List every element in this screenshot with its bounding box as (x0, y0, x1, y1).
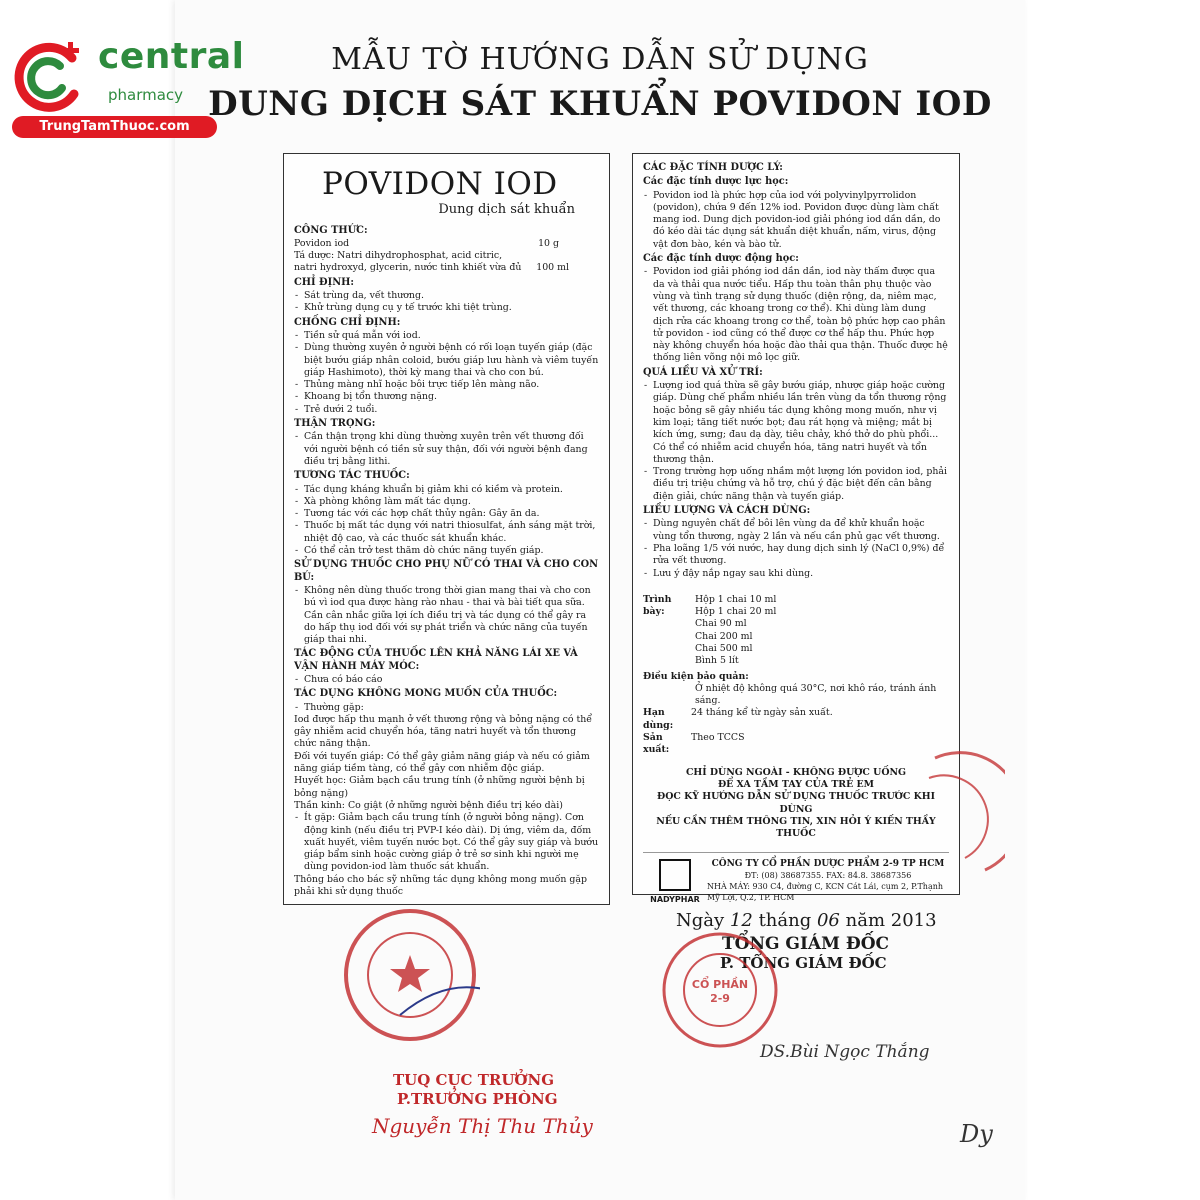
warning-line: ĐỌC KỸ HƯỚNG DẪN SỬ DỤNG THUỐC TRƯỚC KHI DÙNG (657, 791, 935, 815)
signer-subtitle-right: P. TỔNG GIÁM ĐỐC (720, 954, 887, 972)
partial-stamp-icon (925, 750, 1005, 880)
date-month: 06 (816, 910, 840, 931)
list-item: Hộp 1 chai 10 ml (695, 593, 777, 605)
product-heading: DUNG DỊCH SÁT KHUẨN POVIDON IOD (208, 84, 992, 124)
list-item: - Tác dụng kháng khuẩn bị giảm khi có kiềm và protein. (304, 484, 599, 496)
section-heading: CÁC ĐẶC TÍNH DƯỢC LÝ: (643, 162, 783, 173)
list-item: Chai 200 ml (695, 630, 753, 642)
list-item: - Pha loãng 1/5 với nước, hay dung dịch sinh lý (NaCl 0,9%) để rửa vết thương. (653, 543, 949, 568)
dosage-list (643, 518, 949, 579)
section-heading: QUÁ LIỀU VÀ XỬ TRÍ: (643, 366, 763, 378)
list-item: - Sát trùng da, vết thương. (304, 290, 599, 302)
side-effects-list (294, 812, 599, 873)
paragraph: Thông báo cho bác sỹ những tác dụng không mong muốn gặp phải khi sử dụng thuốc (294, 873, 587, 898)
list-item: - Trong trường hợp uống nhầm một lượng lớn povidon iod, phải điều trị triệu chứng và hỗ trợ, chú ý đặc biệt đến cân bằng điện giải, chức năng thận và tuyến giáp. (653, 466, 949, 503)
list-item: - Khoang bị tổn thương nặng. (304, 391, 599, 403)
section-heading: CHỈ ĐỊNH: (294, 276, 355, 288)
list-item: Chai 500 ml (695, 642, 753, 654)
company-contact: ĐT: (08) 38687355. FAX: 84.8. 38687356 (744, 871, 912, 881)
warnings-block (643, 767, 949, 841)
list-item: - Dùng thường xuyên ở người bệnh có rối loạn tuyến giáp (đặc biệt bướu giáp nhân coloid, bướu giáp lưu hành và viêm tuyến giáp Hashimoto), thời kỳ mang thai và cho con bú. (304, 342, 599, 379)
svg-text:2-9: 2-9 (710, 992, 730, 1005)
signer-name-right: DS.Bùi Ngọc Thắng (760, 1042, 930, 1062)
list-item: - Chưa có báo cáo (304, 674, 599, 686)
section-heading: THẬN TRỌNG: (294, 418, 376, 430)
nadyphar-logo (643, 859, 707, 906)
list-item: - Lượng iod quá thừa sẽ gây bướu giáp, nhược giáp hoặc cường giáp. Dùng chế phẩm nhiều lần trên vùng da tổn thương rộng hoặc bỏng sẽ gây nhiều tác dụng không mong muốn, như vị kim loại; tăng tiết nước bọt; đau rát họng và miệng; mắt bị kích ứng, sưng; đau dạ dày, tiêu chảy, khó thở do phù phổi... Có thể có nhiễm acid chuyển hóa, tăng natri huyết và tổn thương thận. (653, 380, 949, 466)
product-name: POVIDON IOD (322, 166, 558, 202)
list-item: - Xà phòng không làm mất tác dụng. (304, 496, 599, 508)
driving-list (294, 674, 599, 686)
list-item: - Povidon iod là phức hợp của iod với polyvinylpyrrolidon (povidon), chứa 9 đến 12% iod. Povidon được dùng làm chất mang iod. Dung dịch povidon-iod giải phóng iod dần dần, do đó kéo dài tác dụng sát khuẩn diệt khuẩn, nấm, virus, động vật đơn bào, kén và bào tử. (653, 190, 949, 251)
list-item: Hộp 1 chai 20 ml (695, 606, 777, 618)
manufacture-label: Sản xuất: (643, 732, 670, 756)
ministry-stamp-icon (340, 905, 480, 1045)
signer-title-right: TỔNG GIÁM ĐỐC (722, 934, 890, 954)
list-item: - Thường gặp: (304, 702, 599, 714)
precautions-list (294, 431, 599, 468)
formula-row (294, 238, 599, 250)
list-item: - Không nên dùng thuốc trong thời gian mang thai và cho con bú vì iod qua được hàng rào nhau - thai và bài tiết qua sữa. Cần cân nhắc giữa lợi ích điều trị và tác dụng có thể gây ra do hấp thụ iod đối với sự phát triển và chức năng của tuyến giáp thai nhi. (304, 585, 599, 646)
paragraph: Thần kinh: Co giật (ở những người bệnh điều trị kéo dài) (294, 799, 563, 811)
formula-ingredient: Povidon iod (294, 237, 350, 249)
product-subtitle: Dung dịch sát khuẩn (438, 202, 575, 218)
overdose-list (643, 380, 949, 503)
handwritten-initials: Dy (960, 1120, 993, 1148)
list-item: Chai 90 ml (695, 618, 747, 630)
section-heading: TƯƠNG TÁC THUỐC: (294, 470, 410, 482)
document-date (676, 910, 937, 931)
section-heading: SỬ DỤNG THUỐC CHO PHỤ NỮ CÓ THAI VÀ CHO CON BÚ: (294, 559, 599, 583)
central-logo-icon (10, 36, 90, 114)
pharmacodynamics-list (643, 190, 949, 251)
section-heading: CÔNG THỨC: (294, 224, 368, 236)
list-item: - Cần thận trọng khi dùng thường xuyên trên vết thương đối với người bệnh có tiền sử suy thận, đối với người bệnh đang điều trị bằng lithi. (304, 431, 599, 468)
formula-excipients: Tá dược: Natri dihydrophosphat, acid citric, (294, 250, 503, 262)
section-heading: TÁC ĐỘNG CỦA THUỐC LÊN KHẢ NĂNG LÁI XE VÀ VẬN HÀNH MÁY MÓC: (294, 648, 578, 672)
warning-line: NẾU CẦN THÊM THÔNG TIN, XIN HỎI Ý KIẾN THẦY THUỐC (656, 815, 936, 840)
left-column (283, 153, 610, 905)
logo-url-badge[interactable]: TrungTamThuoc.com (12, 116, 217, 138)
subsection-heading: Các đặc tính dược động học: (643, 253, 799, 265)
expiry-value: 24 tháng kể từ ngày sản xuất. (691, 707, 833, 719)
company-block (643, 852, 949, 906)
document-title: MẪU TỜ HƯỚNG DẪN SỬ DỤNG (331, 42, 869, 77)
signer-name-left: Nguyễn Thị Thu Thủy (372, 1114, 593, 1138)
company-info (707, 859, 949, 906)
company-name: CÔNG TY CỔ PHẦN DƯỢC PHẨM 2-9 TP HCM (711, 859, 945, 870)
subsection-heading: Các đặc tính dược lực học: (643, 176, 789, 188)
list-item: - Khử trùng dụng cụ y tế trước khi tiệt trùng. (304, 302, 599, 314)
date-month-label: tháng (758, 910, 812, 931)
date-year: năm 2013 (845, 910, 937, 931)
nadyphar-label: NADYPHAR (650, 895, 700, 905)
paragraph: Đối với tuyến giáp: Có thể gây giảm năng giáp và nếu có giảm năng giáp tiềm tàng, có thể gây cơn nhiễm độc giáp. (294, 750, 590, 775)
presentation-block (643, 594, 949, 668)
presentation-values (695, 594, 776, 668)
list-item: - Có thể cản trở test thăm dò chức năng tuyến giáp. (304, 545, 599, 557)
company-stamp-icon (660, 930, 780, 1050)
warning-line: CHỈ DÙNG NGOÀI - KHÔNG ĐƯỢC UỐNG (685, 766, 907, 778)
list-item: - Thuốc bị mất tác dụng với natri thiosulfat, ánh sáng mặt trời, nhiệt độ cao, và các thuốc sát khuẩn khác. (304, 520, 599, 545)
formula-amount: 10 g (538, 237, 559, 249)
pharmacokinetics-list (643, 266, 949, 364)
section-heading: TÁC DỤNG KHÔNG MONG MUỐN CỦA THUỐC: (294, 688, 558, 700)
list-item: - Tương tác với các hợp chất thủy ngân: Gây ăn da. (304, 508, 599, 520)
formula-amount: 100 ml (536, 262, 569, 274)
signer-subtitle-left: P.TRƯỞNG PHÒNG (397, 1090, 558, 1108)
storage-value: Ở nhiệt độ không quá 30°C, nơi khô ráo, tránh ánh sáng. (695, 682, 937, 707)
logo-sub-text: pharmacy (108, 86, 184, 104)
section-heading: LIỀU LƯỢNG VÀ CÁCH DÙNG: (643, 505, 811, 517)
nadyphar-icon (659, 859, 691, 891)
list-item: - Dùng nguyên chất để bôi lên vùng da để khử khuẩn hoặc vùng tổn thương, ngày 2 lần và nếu cần phủ gạc vết thương. (653, 518, 949, 543)
pregnancy-list (294, 585, 599, 646)
list-item: - Trẻ dưới 2 tuổi. (304, 404, 599, 416)
company-address: NHÀ MÁY: 930 C4, đường C, KCN Cát Lái, cụm 2, P.Thạnh Mỹ Lợi, Q.2, TP. HCM (707, 882, 944, 903)
date-day: 12 (729, 910, 753, 931)
expiry-label: Hạn dùng: (643, 707, 674, 731)
list-item: - Ít gặp: Giảm bạch cầu trung tính (ở người bỏng nặng). Cơn động kinh (nếu điều trị PVP-I kéo dài). Dị ứng, viêm da, đốm xuất huyết, viêm tuyến nước bọt. Có thể gây suy giáp và bướu giáp bẩm sinh hoặc cường giáp ở trẻ sơ sinh khi người mẹ dùng povidon-iod làm thuốc sát khuẩn. (304, 812, 599, 873)
logo-brand-text: central (98, 36, 245, 77)
section-heading: CHỐNG CHỈ ĐỊNH: (294, 316, 401, 328)
list-item: - Lưu ý đậy nắp ngay sau khi dùng. (653, 568, 949, 580)
paragraph: Huyết học: Giảm bạch cầu trung tính (ở những người bệnh bị bỏng nặng) (294, 775, 585, 799)
list-item: Bình 5 lít (695, 655, 739, 667)
manufacture-value: Theo TCCS (691, 732, 745, 744)
formula-row (294, 262, 599, 274)
right-column (632, 153, 960, 905)
expiry-row (643, 707, 949, 732)
list-item: - Povidon iod giải phóng iod dần dần, iod này thấm được qua da và thải qua nước tiểu. Hấp thu toàn thân phụ thuộc vào vùng và tình trạng sử dụng thuốc (diện rộng, da, niêm mạc, vết thương, các khoang trong cơ thể). Khi dùng làm dung dịch rửa các khoang trong cơ thể, toàn bộ phức hợp cao phân tử povidon - iod cũng có thể được cơ thể hấp thu. Phức hợp này không chuyển hóa hoặc đào thải qua thận. Thuốc được hệ thống liên võng nội mô lọc giữ. (653, 266, 949, 364)
interactions-list (294, 484, 599, 558)
indications-list (294, 290, 599, 315)
paragraph: Iod được hấp thu mạnh ở vết thương rộng và bỏng nặng có thể gây nhiễm acid chuyển hóa, tăng natri huyết và tổn thương chức năng thận. (294, 713, 593, 750)
side-effects-list (294, 702, 599, 714)
presentation-label: Trình bày: (643, 593, 672, 618)
formula-ingredient: natri hydroxyd, glycerin, nước tinh khiết vừa đủ (294, 262, 522, 274)
date-prefix: Ngày (676, 910, 725, 931)
contraindications-list (294, 330, 599, 416)
svg-text:CỔ PHẦN: CỔ PHẦN (691, 978, 749, 991)
manufacture-row (643, 732, 949, 757)
list-item: - Tiền sử quá mẫn với iod. (304, 330, 599, 342)
list-item: - Thủng màng nhĩ hoặc bôi trực tiếp lên màng não. (304, 379, 599, 391)
storage-label: Điều kiện bảo quản: (643, 670, 749, 682)
warning-line: ĐỂ XA TẦM TAY CỦA TRẺ EM (717, 778, 875, 790)
signer-title-left: TUQ CỤC TRƯỞNG (393, 1071, 555, 1089)
